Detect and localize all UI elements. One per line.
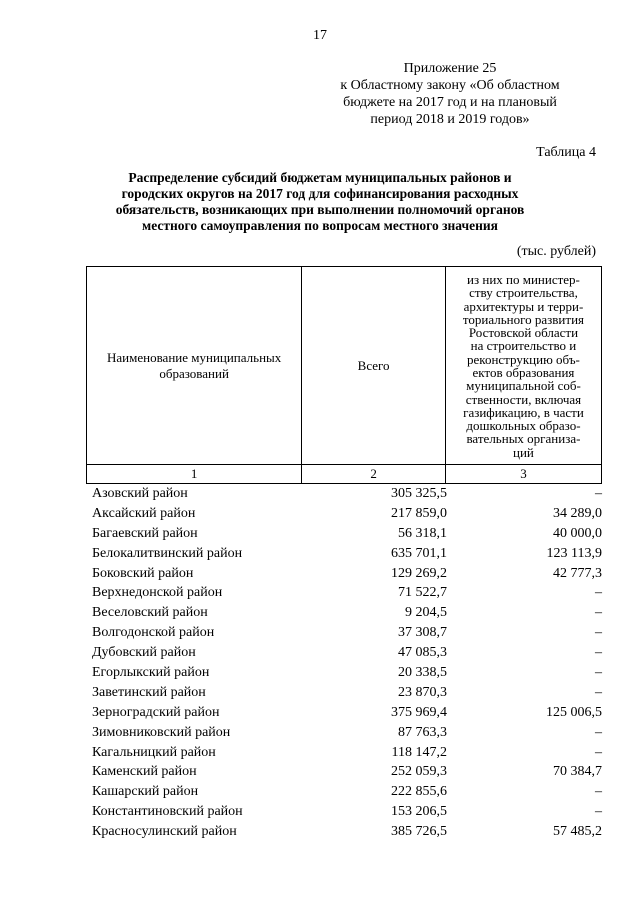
total-value: 305 325,5 [391, 485, 447, 501]
total-value: 252 059,3 [391, 764, 447, 780]
total-value: 222 855,6 [391, 784, 447, 800]
subsidy-value: – [595, 625, 602, 641]
header-line: на строительство и [470, 338, 577, 354]
column-number: 3 [445, 465, 601, 484]
municipality-name: Белокалитвинский район [92, 545, 243, 561]
subsidy-value: – [595, 804, 602, 820]
table-row [86, 663, 602, 683]
total-value: 118 147,2 [391, 744, 447, 760]
table-number: Таблица 4 [536, 145, 596, 160]
table-row [86, 822, 602, 842]
municipality-name: Константиновский район [92, 804, 243, 820]
appendix-line: период 2018 и 2019 годов» [370, 112, 530, 127]
table-row [86, 504, 602, 524]
table-row [86, 643, 602, 663]
table-row [86, 544, 602, 564]
document-title [90, 170, 550, 234]
total-value: 23 870,3 [398, 684, 447, 700]
table-row [86, 524, 602, 544]
municipality-name: Дубовский район [92, 645, 196, 661]
header-line: Ростовской области [468, 325, 579, 341]
subsidy-value: – [595, 585, 602, 601]
appendix-title: Приложение 25 [403, 61, 497, 76]
subsidy-value: 57 485,2 [553, 824, 602, 840]
total-value: 37 308,7 [398, 625, 447, 641]
municipality-name: Егорлыкский район [92, 664, 210, 680]
municipality-name: Красносулинский район [92, 824, 237, 840]
table-row [86, 723, 602, 743]
total-value: 87 763,3 [398, 724, 447, 740]
total-value: 153 206,5 [391, 804, 447, 820]
title-line: Распределение субсидий бюджетам муниципальных районов и [128, 170, 512, 185]
table-header [86, 266, 602, 484]
title-line: местного самоуправления по вопросам местного значения [142, 218, 498, 233]
table-row [86, 703, 602, 723]
table-row [86, 484, 602, 504]
title-line: городских округов на 2017 год для софинансирования расходных [121, 186, 519, 201]
header-line: ственности, включая [465, 391, 582, 407]
header-municipality: Наименование муниципальных образований [87, 267, 302, 465]
municipality-name: Заветинский район [92, 684, 206, 700]
subsidy-value: 123 113,9 [546, 545, 602, 561]
header-line: ектов образования [472, 365, 575, 380]
subsidy-value: – [595, 724, 602, 740]
column-number: 2 [302, 465, 446, 484]
municipality-name: Каменский район [92, 764, 197, 780]
units-label: (тыс. рублей) [516, 244, 596, 259]
header-row [87, 267, 602, 465]
municipality-name: Верхнедонской район [92, 585, 223, 601]
appendix-line: к Областному закону «Об областном [340, 78, 560, 93]
header-ministry-subsidy [445, 267, 601, 465]
appendix-line: бюджете на 2017 год и на плановый [343, 95, 557, 110]
total-value: 20 338,5 [398, 664, 447, 680]
municipality-name: Багаевский район [92, 525, 198, 541]
total-value: 217 859,0 [391, 505, 447, 521]
appendix-block [300, 60, 600, 128]
subsidy-value: 125 006,5 [546, 704, 602, 720]
total-value: 129 269,2 [391, 565, 447, 581]
total-value: 375 969,4 [391, 704, 447, 720]
table-row [86, 802, 602, 822]
header-line: вательных организа- [466, 431, 581, 447]
municipality-name: Аксайский район [92, 505, 196, 521]
municipality-name: Зимовниковский район [92, 724, 231, 740]
header-line: из них по министер- [467, 271, 580, 287]
subsidy-value: – [595, 485, 602, 501]
subsidy-value: – [595, 784, 602, 800]
subsidy-value: 42 777,3 [553, 565, 602, 581]
table-row [86, 623, 602, 643]
total-value: 385 726,5 [391, 824, 447, 840]
municipality-name: Боковский район [92, 565, 194, 581]
total-value: 9 204,5 [405, 605, 447, 621]
table-row [86, 603, 602, 623]
table-row [86, 564, 602, 584]
municipality-name: Веселовский район [92, 605, 208, 621]
municipality-name: Кашарский район [92, 784, 199, 800]
table-row [86, 683, 602, 703]
column-number: 1 [87, 465, 302, 484]
subsidy-value: – [595, 645, 602, 661]
table-body [86, 484, 602, 842]
header-total: Всего [302, 267, 446, 465]
total-value: 71 522,7 [398, 585, 447, 601]
subsidy-value: 70 384,7 [553, 764, 602, 780]
header-line: газификацию, в части [463, 404, 584, 420]
header-line: архитектуры и терри- [463, 298, 584, 314]
header-line: ству строительства, [469, 285, 578, 301]
municipality-name: Зерноградский район [92, 704, 220, 720]
municipality-name: Азовский район [92, 485, 188, 501]
subsidy-value: – [595, 605, 602, 621]
table-row [86, 782, 602, 802]
table-row [86, 743, 602, 763]
subsidy-value: 40 000,0 [553, 525, 602, 541]
page-number: 17 [313, 28, 327, 43]
subsidy-value: – [595, 744, 602, 760]
header-line: муниципальной соб- [466, 378, 581, 394]
table-row [86, 762, 602, 782]
subsidy-value: – [595, 664, 602, 680]
title-line: обязательств, возникающих при выполнении полномочий органов [115, 202, 525, 217]
header-line: дошкольных образо- [466, 418, 581, 434]
column-number-row [87, 465, 602, 484]
subsidy-value: 34 289,0 [553, 505, 602, 521]
total-value: 47 085,3 [398, 645, 447, 661]
total-value: 56 318,1 [398, 525, 447, 541]
header-line: ториального развития [462, 311, 585, 327]
subsidy-value: – [595, 684, 602, 700]
municipality-name: Кагальницкий район [92, 744, 216, 760]
municipality-name: Волгодонской район [92, 625, 215, 641]
header-line: ций [513, 444, 534, 460]
table-row [86, 583, 602, 603]
header-line: реконструкцию объ- [467, 351, 580, 367]
total-value: 635 701,1 [391, 545, 447, 561]
